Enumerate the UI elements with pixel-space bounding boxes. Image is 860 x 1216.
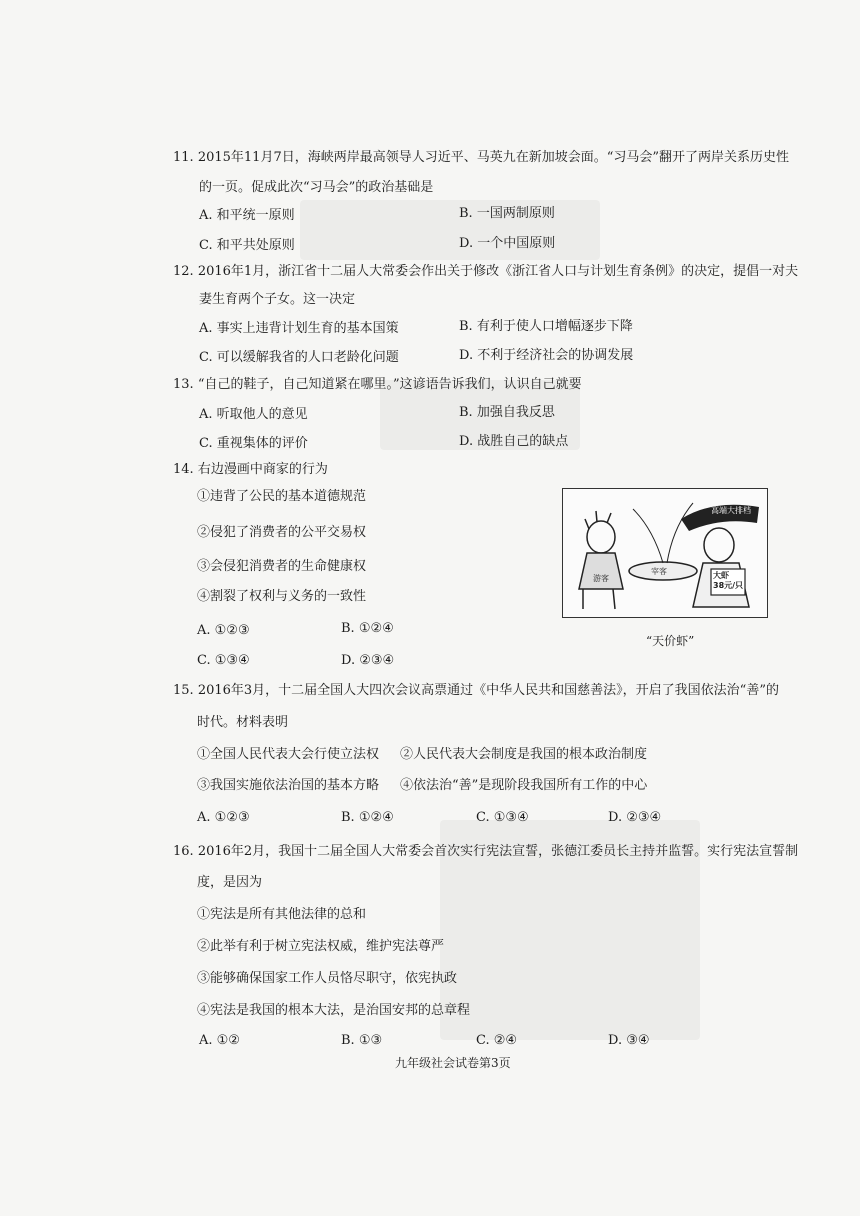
option-a[interactable]: A. ①②③ xyxy=(197,810,250,825)
question-16 xyxy=(173,842,798,862)
statement-4: ④割裂了权利与义务的一致性 xyxy=(197,589,367,604)
option-d[interactable]: D. 不利于经济社会的协调发展 xyxy=(459,348,634,363)
question-number: 14. xyxy=(173,462,194,477)
option-c[interactable]: C. 可以缓解我省的人口老龄化问题 xyxy=(199,350,399,365)
question-number: 16. xyxy=(173,844,194,859)
question-number: 15. xyxy=(173,683,194,698)
option-c[interactable]: C. ②④ xyxy=(476,1033,518,1048)
question-text: “自己的鞋子，自己知道紧在哪里。”这谚语告诉我们，认识自己就要 xyxy=(197,377,582,392)
option-b[interactable]: B. 加强自我反思 xyxy=(459,405,555,420)
question-text-cont: 妻生育两个子女。这一决定 xyxy=(199,292,356,307)
price-sign: 大虾 38元/只 xyxy=(713,571,744,590)
plate-label: 宰客 xyxy=(651,567,667,576)
option-d[interactable]: D. ②③④ xyxy=(341,653,395,668)
question-text-cont: 时代。材料表明 xyxy=(197,715,289,730)
question-text-cont: 度，是因为 xyxy=(197,875,263,890)
option-a[interactable]: A. ①② xyxy=(199,1033,240,1048)
statement-1: ①全国人民代表大会行使立法权 xyxy=(197,747,380,762)
option-b[interactable]: B. ①③ xyxy=(341,1033,383,1048)
statement-2: ②此举有利于树立宪法权威，维护宪法尊严 xyxy=(197,939,445,954)
question-14 xyxy=(173,460,328,480)
option-d[interactable]: D. ③④ xyxy=(608,1033,650,1048)
option-a[interactable]: A. 事实上违背计划生育的基本国策 xyxy=(199,321,399,336)
question-11 xyxy=(173,148,789,168)
option-d[interactable]: D. 一个中国原则 xyxy=(459,236,556,251)
option-a[interactable]: A. ①②③ xyxy=(197,623,250,638)
option-b[interactable]: B. 一国两制原则 xyxy=(459,206,555,221)
option-c[interactable]: C. 重视集体的评价 xyxy=(199,436,308,451)
option-d[interactable]: D. ②③④ xyxy=(608,810,662,825)
question-text: 2016年3月，十二届全国人大四次会议高票通过《中华人民共和国慈善法》，开启了我国依法治“善”的 xyxy=(197,683,779,698)
question-12 xyxy=(173,262,798,282)
option-b[interactable]: B. ①②④ xyxy=(341,621,394,636)
option-a[interactable]: A. 听取他人的意见 xyxy=(199,407,308,422)
statement-3: ③会侵犯消费者的生命健康权 xyxy=(197,559,367,574)
statement-2: ②侵犯了消费者的公平交易权 xyxy=(197,525,367,540)
cartoon-caption: “天价虾” xyxy=(646,634,695,648)
option-d[interactable]: D. 战胜自己的缺点 xyxy=(459,434,569,449)
question-15 xyxy=(173,681,779,701)
statement-4: ④依法治“善”是现阶段我国所有工作的中心 xyxy=(400,778,648,793)
question-text: 右边漫画中商家的行为 xyxy=(197,462,328,477)
question-number: 12. xyxy=(173,264,194,279)
cartoon-image xyxy=(562,488,768,618)
statement-2: ②人民代表大会制度是我国的根本政治制度 xyxy=(400,747,648,762)
statement-1: ①宪法是所有其他法律的总和 xyxy=(197,907,367,922)
statement-4: ④宪法是我国的根本大法，是治国安邦的总章程 xyxy=(197,1003,471,1018)
option-c[interactable]: C. 和平共处原则 xyxy=(199,238,295,253)
statement-1: ①违背了公民的基本道德规范 xyxy=(197,489,367,504)
page-footer: 九年级社会试卷第3页 xyxy=(395,1056,511,1070)
hat-label: 高端大排档 xyxy=(711,506,751,515)
question-text: 2016年2月，我国十二届全国人大常委会首次实行宪法宣誓，张德江委员长主持并监誓。实行宪法宣誓制 xyxy=(197,844,799,859)
question-text-cont: 的一页。促成此次“习马会”的政治基础是 xyxy=(199,180,434,195)
option-b[interactable]: B. 有利于使人口增幅逐步下降 xyxy=(459,319,633,334)
option-a[interactable]: A. 和平统一原则 xyxy=(199,208,295,223)
question-text: 2015年11月7日，海峡两岸最高领导人习近平、马英九在新加坡会面。“习马会”翻开了两岸关系历史性 xyxy=(197,150,790,165)
option-c[interactable]: C. ①③④ xyxy=(476,810,529,825)
option-c[interactable]: C. ①③④ xyxy=(197,653,250,668)
option-b[interactable]: B. ①②④ xyxy=(341,810,394,825)
statement-3: ③我国实施依法治国的基本方略 xyxy=(197,778,380,793)
customer-label: 游客 xyxy=(593,574,609,583)
question-number: 11. xyxy=(173,150,194,165)
statement-3: ③能够确保国家工作人员恪尽职守，依宪执政 xyxy=(197,971,458,986)
question-13 xyxy=(173,375,582,395)
question-number: 13. xyxy=(173,377,194,392)
question-text: 2016年1月，浙江省十二届人大常委会作出关于修改《浙江省人口与计划生育条例》的决定，提倡一对夫 xyxy=(197,264,799,279)
